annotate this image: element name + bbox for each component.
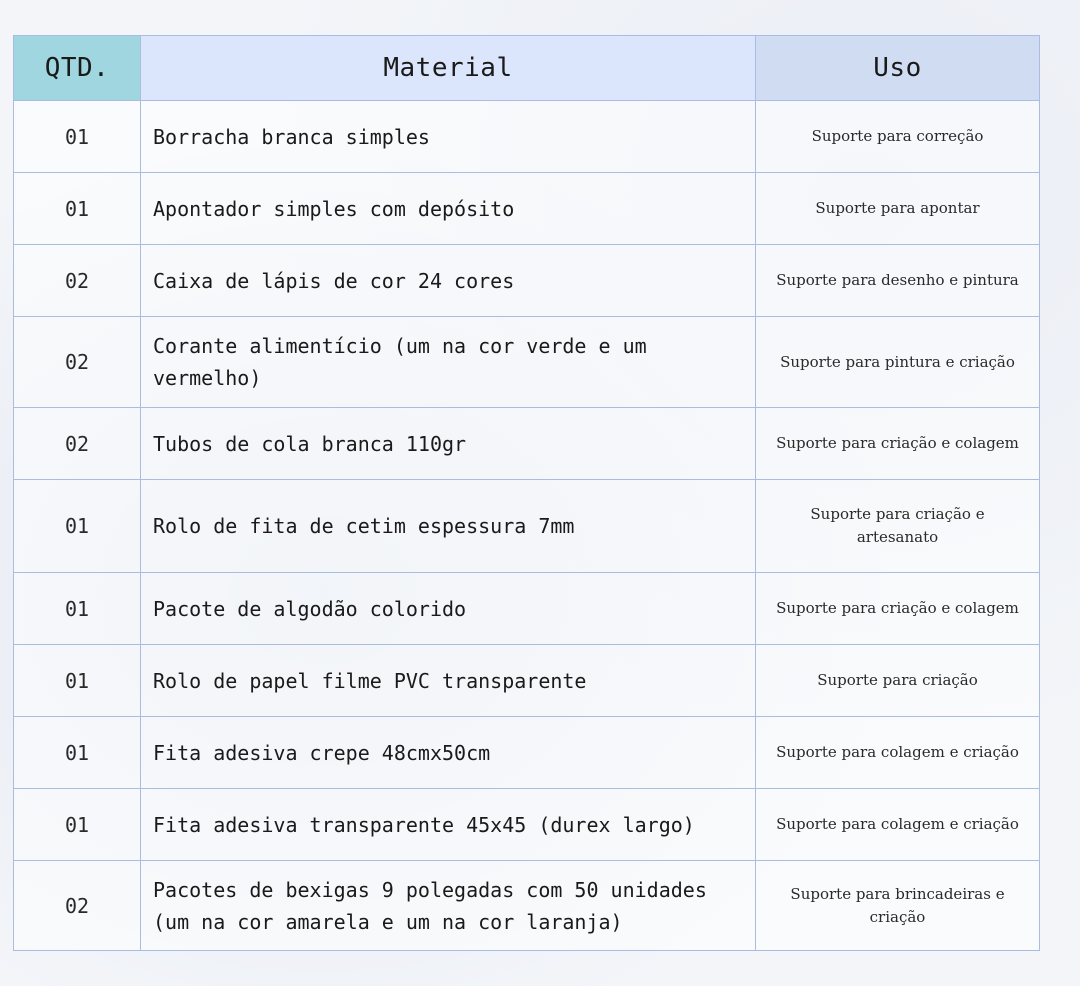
qtd-cell: 02 (14, 245, 141, 317)
table-row (14, 789, 1040, 861)
material-cell: Rolo de papel filme PVC transparente (141, 645, 756, 717)
uso-cell: Suporte para criação (756, 645, 1040, 717)
uso-cell: Suporte para brincadeiras e criação (756, 861, 1040, 951)
header-qtd: QTD. (14, 36, 141, 101)
uso-cell: Suporte para criação e artesanato (756, 480, 1040, 573)
uso-cell: Suporte para desenho e pintura (756, 245, 1040, 317)
qtd-cell: 01 (14, 717, 141, 789)
qtd-cell: 01 (14, 480, 141, 573)
material-cell: Corante alimentício (um na cor verde e um vermelho) (141, 317, 756, 408)
uso-cell: Suporte para correção (756, 101, 1040, 173)
materials-sheet (13, 35, 1039, 951)
qtd-cell: 02 (14, 408, 141, 480)
table-row (14, 861, 1040, 951)
table-row (14, 408, 1040, 480)
table-row (14, 480, 1040, 573)
table-row (14, 573, 1040, 645)
table-row (14, 317, 1040, 408)
qtd-cell: 02 (14, 861, 141, 951)
material-cell: Caixa de lápis de cor 24 cores (141, 245, 756, 317)
table-row (14, 645, 1040, 717)
header-uso: Uso (756, 36, 1040, 101)
qtd-cell: 01 (14, 101, 141, 173)
material-cell: Fita adesiva transparente 45x45 (durex largo) (141, 789, 756, 861)
uso-cell: Suporte para criação e colagem (756, 408, 1040, 480)
uso-cell: Suporte para pintura e criação (756, 317, 1040, 408)
material-cell: Borracha branca simples (141, 101, 756, 173)
qtd-cell: 01 (14, 789, 141, 861)
table-row (14, 101, 1040, 173)
table-row (14, 245, 1040, 317)
uso-cell: Suporte para criação e colagem (756, 573, 1040, 645)
material-cell: Fita adesiva crepe 48cmx50cm (141, 717, 756, 789)
uso-cell: Suporte para apontar (756, 173, 1040, 245)
qtd-cell: 01 (14, 573, 141, 645)
table-row (14, 173, 1040, 245)
material-cell: Tubos de cola branca 110gr (141, 408, 756, 480)
qtd-cell: 01 (14, 173, 141, 245)
material-cell: Pacote de algodão colorido (141, 573, 756, 645)
material-cell: Rolo de fita de cetim espessura 7mm (141, 480, 756, 573)
materials-table (13, 35, 1040, 951)
table-header-row (14, 36, 1040, 101)
qtd-cell: 02 (14, 317, 141, 408)
uso-cell: Suporte para colagem e criação (756, 789, 1040, 861)
material-cell: Pacotes de bexigas 9 polegadas com 50 unidades (um na cor amarela e um na cor laranja) (141, 861, 756, 951)
header-material: Material (141, 36, 756, 101)
qtd-cell: 01 (14, 645, 141, 717)
uso-cell: Suporte para colagem e criação (756, 717, 1040, 789)
material-cell: Apontador simples com depósito (141, 173, 756, 245)
table-row (14, 717, 1040, 789)
